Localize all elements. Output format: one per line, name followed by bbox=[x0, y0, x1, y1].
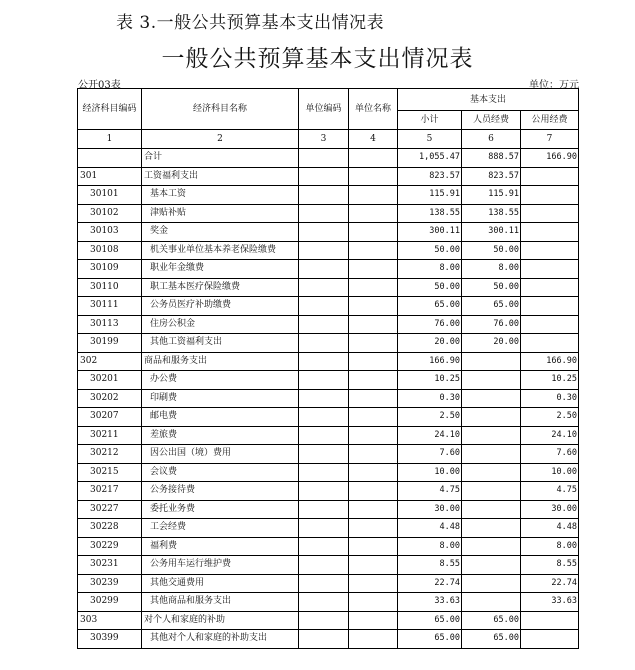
cell-unit-name bbox=[349, 260, 398, 279]
cell-unit-name bbox=[349, 593, 398, 612]
cell-public bbox=[521, 278, 579, 297]
header-public: 公用经费 bbox=[521, 111, 579, 130]
cell-unit-code bbox=[299, 611, 349, 630]
cell-unit-name bbox=[349, 482, 398, 501]
cell-econ-code: 30228 bbox=[78, 519, 142, 538]
cell-personnel: 888.57 bbox=[462, 149, 521, 168]
table-row bbox=[78, 556, 579, 575]
cell-personnel: 65.00 bbox=[462, 297, 521, 316]
table-row bbox=[78, 371, 579, 390]
cell-econ-name: 机关事业单位基本养老保险缴费 bbox=[142, 241, 299, 260]
cell-econ-code: 30239 bbox=[78, 574, 142, 593]
cell-public: 7.60 bbox=[521, 445, 579, 464]
cell-unit-name bbox=[349, 371, 398, 390]
cell-unit-name bbox=[349, 241, 398, 260]
header-econ-code: 经济科目编码 bbox=[78, 89, 142, 130]
header-row bbox=[78, 89, 579, 111]
table-row bbox=[78, 241, 579, 260]
cell-subtotal: 300.11 bbox=[398, 223, 462, 242]
cell-public: 4.48 bbox=[521, 519, 579, 538]
cell-unit-code bbox=[299, 389, 349, 408]
cell-econ-name: 其他商品和服务支出 bbox=[142, 593, 299, 612]
cell-personnel bbox=[462, 463, 521, 482]
cell-econ-code: 30207 bbox=[78, 408, 142, 427]
cell-personnel bbox=[462, 389, 521, 408]
unit-label: 单位：万元 bbox=[529, 80, 579, 91]
table-row bbox=[78, 352, 579, 371]
cell-subtotal: 166.90 bbox=[398, 352, 462, 371]
cell-public: 8.00 bbox=[521, 537, 579, 556]
cell-unit-code bbox=[299, 204, 349, 223]
cell-personnel bbox=[462, 445, 521, 464]
header-econ-name: 经济科目名称 bbox=[142, 89, 299, 130]
cell-econ-name: 其他工资福利支出 bbox=[142, 334, 299, 353]
header-basic-expense: 基本支出 bbox=[398, 89, 579, 111]
cell-unit-code bbox=[299, 500, 349, 519]
col-number: 4 bbox=[349, 130, 398, 149]
cell-personnel: 65.00 bbox=[462, 611, 521, 630]
cell-unit-code bbox=[299, 593, 349, 612]
cell-public: 22.74 bbox=[521, 574, 579, 593]
column-number-row bbox=[78, 130, 579, 149]
cell-personnel: 76.00 bbox=[462, 315, 521, 334]
cell-econ-code: 30201 bbox=[78, 371, 142, 390]
cell-econ-name: 委托业务费 bbox=[142, 500, 299, 519]
table-row bbox=[78, 297, 579, 316]
cell-personnel bbox=[462, 556, 521, 575]
table-row bbox=[78, 537, 579, 556]
cell-unit-name bbox=[349, 426, 398, 445]
cell-unit-code bbox=[299, 371, 349, 390]
cell-econ-name: 公务用车运行维护费 bbox=[142, 556, 299, 575]
cell-subtotal: 10.00 bbox=[398, 463, 462, 482]
cell-subtotal: 50.00 bbox=[398, 241, 462, 260]
cell-econ-code: 30229 bbox=[78, 537, 142, 556]
cell-subtotal: 0.30 bbox=[398, 389, 462, 408]
cell-subtotal: 823.57 bbox=[398, 167, 462, 186]
cell-public bbox=[521, 241, 579, 260]
table-row bbox=[78, 426, 579, 445]
table-title: 一般公共预算基本支出情况表 bbox=[161, 46, 474, 72]
cell-unit-code bbox=[299, 223, 349, 242]
cell-subtotal: 7.60 bbox=[398, 445, 462, 464]
cell-econ-code: 30111 bbox=[78, 297, 142, 316]
cell-econ-name: 印刷费 bbox=[142, 389, 299, 408]
cell-personnel bbox=[462, 500, 521, 519]
cell-econ-code: 30199 bbox=[78, 334, 142, 353]
table-row bbox=[78, 408, 579, 427]
document-caption: 表 3.一般公共预算基本支出情况表 bbox=[116, 13, 385, 33]
cell-econ-name: 其他对个人和家庭的补助支出 bbox=[142, 630, 299, 649]
cell-econ-code: 30399 bbox=[78, 630, 142, 649]
cell-unit-name bbox=[349, 297, 398, 316]
cell-econ-code: 303 bbox=[78, 611, 142, 630]
cell-econ-name: 奖金 bbox=[142, 223, 299, 242]
cell-subtotal: 4.48 bbox=[398, 519, 462, 538]
cell-econ-name: 公务接待费 bbox=[142, 482, 299, 501]
cell-unit-name bbox=[349, 278, 398, 297]
cell-subtotal: 10.25 bbox=[398, 371, 462, 390]
cell-unit-code bbox=[299, 278, 349, 297]
cell-personnel bbox=[462, 426, 521, 445]
cell-subtotal: 24.10 bbox=[398, 426, 462, 445]
cell-public bbox=[521, 334, 579, 353]
cell-econ-code: 30215 bbox=[78, 463, 142, 482]
cell-public bbox=[521, 223, 579, 242]
cell-personnel: 138.55 bbox=[462, 204, 521, 223]
cell-econ-code: 30110 bbox=[78, 278, 142, 297]
col-number: 6 bbox=[462, 130, 521, 149]
header-personnel: 人员经费 bbox=[462, 111, 521, 130]
cell-econ-name: 会议费 bbox=[142, 463, 299, 482]
cell-public: 33.63 bbox=[521, 593, 579, 612]
header-unit-name: 单位名称 bbox=[349, 89, 398, 130]
cell-public bbox=[521, 186, 579, 205]
cell-econ-name: 合计 bbox=[142, 149, 299, 168]
table-row bbox=[78, 315, 579, 334]
cell-econ-code: 30113 bbox=[78, 315, 142, 334]
cell-personnel: 115.91 bbox=[462, 186, 521, 205]
form-code: 公开03表 bbox=[78, 80, 121, 91]
cell-unit-code bbox=[299, 537, 349, 556]
cell-subtotal: 1,055.47 bbox=[398, 149, 462, 168]
cell-unit-code bbox=[299, 149, 349, 168]
cell-unit-code bbox=[299, 408, 349, 427]
cell-personnel: 50.00 bbox=[462, 241, 521, 260]
cell-econ-code: 30101 bbox=[78, 186, 142, 205]
cell-econ-code: 30231 bbox=[78, 556, 142, 575]
cell-subtotal: 65.00 bbox=[398, 611, 462, 630]
cell-unit-name bbox=[349, 500, 398, 519]
cell-unit-code bbox=[299, 630, 349, 649]
cell-public bbox=[521, 260, 579, 279]
cell-unit-code bbox=[299, 574, 349, 593]
cell-unit-name bbox=[349, 352, 398, 371]
cell-subtotal: 30.00 bbox=[398, 500, 462, 519]
cell-unit-name bbox=[349, 408, 398, 427]
cell-econ-name: 公务员医疗补助缴费 bbox=[142, 297, 299, 316]
cell-personnel bbox=[462, 482, 521, 501]
cell-personnel bbox=[462, 593, 521, 612]
cell-econ-name: 基本工资 bbox=[142, 186, 299, 205]
table-row bbox=[78, 630, 579, 649]
cell-econ-code: 30102 bbox=[78, 204, 142, 223]
table-row bbox=[78, 574, 579, 593]
cell-unit-code bbox=[299, 352, 349, 371]
col-number: 7 bbox=[521, 130, 579, 149]
cell-econ-code bbox=[78, 149, 142, 168]
cell-public bbox=[521, 204, 579, 223]
cell-econ-name: 职业年金缴费 bbox=[142, 260, 299, 279]
cell-unit-name bbox=[349, 611, 398, 630]
cell-personnel bbox=[462, 371, 521, 390]
cell-econ-name: 差旅费 bbox=[142, 426, 299, 445]
cell-public: 166.90 bbox=[521, 149, 579, 168]
cell-public: 10.25 bbox=[521, 371, 579, 390]
cell-subtotal: 8.00 bbox=[398, 260, 462, 279]
col-number: 3 bbox=[299, 130, 349, 149]
cell-econ-code: 30212 bbox=[78, 445, 142, 464]
cell-econ-name: 工资福利支出 bbox=[142, 167, 299, 186]
cell-unit-name bbox=[349, 463, 398, 482]
expense-table bbox=[77, 88, 579, 649]
table-row bbox=[78, 149, 579, 168]
cell-econ-code: 30103 bbox=[78, 223, 142, 242]
cell-personnel: 823.57 bbox=[462, 167, 521, 186]
table-row bbox=[78, 204, 579, 223]
cell-subtotal: 115.91 bbox=[398, 186, 462, 205]
cell-unit-name bbox=[349, 204, 398, 223]
cell-subtotal: 76.00 bbox=[398, 315, 462, 334]
table-row bbox=[78, 389, 579, 408]
cell-public bbox=[521, 630, 579, 649]
cell-unit-code bbox=[299, 519, 349, 538]
cell-unit-code bbox=[299, 445, 349, 464]
header-subtotal: 小计 bbox=[398, 111, 462, 130]
cell-subtotal: 20.00 bbox=[398, 334, 462, 353]
cell-subtotal: 138.55 bbox=[398, 204, 462, 223]
cell-econ-name: 其他交通费用 bbox=[142, 574, 299, 593]
cell-unit-name bbox=[349, 167, 398, 186]
cell-unit-code bbox=[299, 463, 349, 482]
cell-unit-name bbox=[349, 537, 398, 556]
cell-econ-name: 职工基本医疗保险缴费 bbox=[142, 278, 299, 297]
cell-econ-code: 30217 bbox=[78, 482, 142, 501]
cell-unit-name bbox=[349, 186, 398, 205]
cell-personnel bbox=[462, 352, 521, 371]
cell-public bbox=[521, 611, 579, 630]
cell-subtotal: 8.00 bbox=[398, 537, 462, 556]
cell-econ-name: 办公费 bbox=[142, 371, 299, 390]
cell-public bbox=[521, 315, 579, 334]
cell-econ-code: 30109 bbox=[78, 260, 142, 279]
table-row bbox=[78, 482, 579, 501]
table-row bbox=[78, 463, 579, 482]
table-row bbox=[78, 500, 579, 519]
cell-unit-code bbox=[299, 556, 349, 575]
cell-unit-code bbox=[299, 315, 349, 334]
cell-econ-code: 30211 bbox=[78, 426, 142, 445]
cell-unit-name bbox=[349, 315, 398, 334]
cell-unit-name bbox=[349, 149, 398, 168]
table-row bbox=[78, 278, 579, 297]
cell-unit-code bbox=[299, 167, 349, 186]
cell-unit-code bbox=[299, 297, 349, 316]
cell-econ-name: 商品和服务支出 bbox=[142, 352, 299, 371]
cell-public bbox=[521, 167, 579, 186]
cell-public: 4.75 bbox=[521, 482, 579, 501]
cell-econ-code: 30202 bbox=[78, 389, 142, 408]
cell-unit-name bbox=[349, 389, 398, 408]
table-row bbox=[78, 445, 579, 464]
cell-unit-name bbox=[349, 519, 398, 538]
header-unit-code: 单位编码 bbox=[299, 89, 349, 130]
cell-personnel: 20.00 bbox=[462, 334, 521, 353]
cell-econ-code: 30299 bbox=[78, 593, 142, 612]
cell-econ-name: 工会经费 bbox=[142, 519, 299, 538]
cell-personnel: 8.00 bbox=[462, 260, 521, 279]
cell-econ-code: 30227 bbox=[78, 500, 142, 519]
cell-econ-code: 302 bbox=[78, 352, 142, 371]
table-row bbox=[78, 519, 579, 538]
table-row bbox=[78, 186, 579, 205]
cell-personnel: 300.11 bbox=[462, 223, 521, 242]
cell-econ-name: 住房公积金 bbox=[142, 315, 299, 334]
cell-subtotal: 65.00 bbox=[398, 297, 462, 316]
cell-personnel bbox=[462, 574, 521, 593]
cell-personnel bbox=[462, 537, 521, 556]
cell-public: 0.30 bbox=[521, 389, 579, 408]
cell-public: 30.00 bbox=[521, 500, 579, 519]
cell-public bbox=[521, 297, 579, 316]
cell-econ-name: 对个人和家庭的补助 bbox=[142, 611, 299, 630]
cell-unit-name bbox=[349, 445, 398, 464]
cell-public: 10.00 bbox=[521, 463, 579, 482]
cell-subtotal: 50.00 bbox=[398, 278, 462, 297]
cell-econ-code: 30108 bbox=[78, 241, 142, 260]
table-row bbox=[78, 260, 579, 279]
cell-unit-name bbox=[349, 630, 398, 649]
cell-personnel bbox=[462, 408, 521, 427]
cell-personnel: 50.00 bbox=[462, 278, 521, 297]
cell-public: 166.90 bbox=[521, 352, 579, 371]
table-row bbox=[78, 167, 579, 186]
cell-unit-name bbox=[349, 334, 398, 353]
cell-public: 24.10 bbox=[521, 426, 579, 445]
cell-personnel bbox=[462, 519, 521, 538]
cell-public: 2.50 bbox=[521, 408, 579, 427]
table-row bbox=[78, 593, 579, 612]
col-number: 2 bbox=[142, 130, 299, 149]
cell-unit-code bbox=[299, 186, 349, 205]
cell-econ-name: 邮电费 bbox=[142, 408, 299, 427]
cell-unit-name bbox=[349, 574, 398, 593]
cell-public: 8.55 bbox=[521, 556, 579, 575]
cell-unit-code bbox=[299, 260, 349, 279]
cell-unit-code bbox=[299, 482, 349, 501]
cell-subtotal: 22.74 bbox=[398, 574, 462, 593]
cell-subtotal: 65.00 bbox=[398, 630, 462, 649]
cell-unit-code bbox=[299, 241, 349, 260]
cell-unit-code bbox=[299, 334, 349, 353]
table-row bbox=[78, 223, 579, 242]
table-row bbox=[78, 334, 579, 353]
cell-subtotal: 8.55 bbox=[398, 556, 462, 575]
col-number: 1 bbox=[78, 130, 142, 149]
cell-subtotal: 33.63 bbox=[398, 593, 462, 612]
cell-personnel: 65.00 bbox=[462, 630, 521, 649]
cell-econ-name: 福利费 bbox=[142, 537, 299, 556]
cell-unit-name bbox=[349, 223, 398, 242]
cell-econ-name: 津贴补贴 bbox=[142, 204, 299, 223]
cell-subtotal: 4.75 bbox=[398, 482, 462, 501]
col-number: 5 bbox=[398, 130, 462, 149]
cell-unit-name bbox=[349, 556, 398, 575]
cell-econ-code: 301 bbox=[78, 167, 142, 186]
cell-subtotal: 2.50 bbox=[398, 408, 462, 427]
cell-econ-name: 因公出国（境）费用 bbox=[142, 445, 299, 464]
table-row bbox=[78, 611, 579, 630]
cell-unit-code bbox=[299, 426, 349, 445]
